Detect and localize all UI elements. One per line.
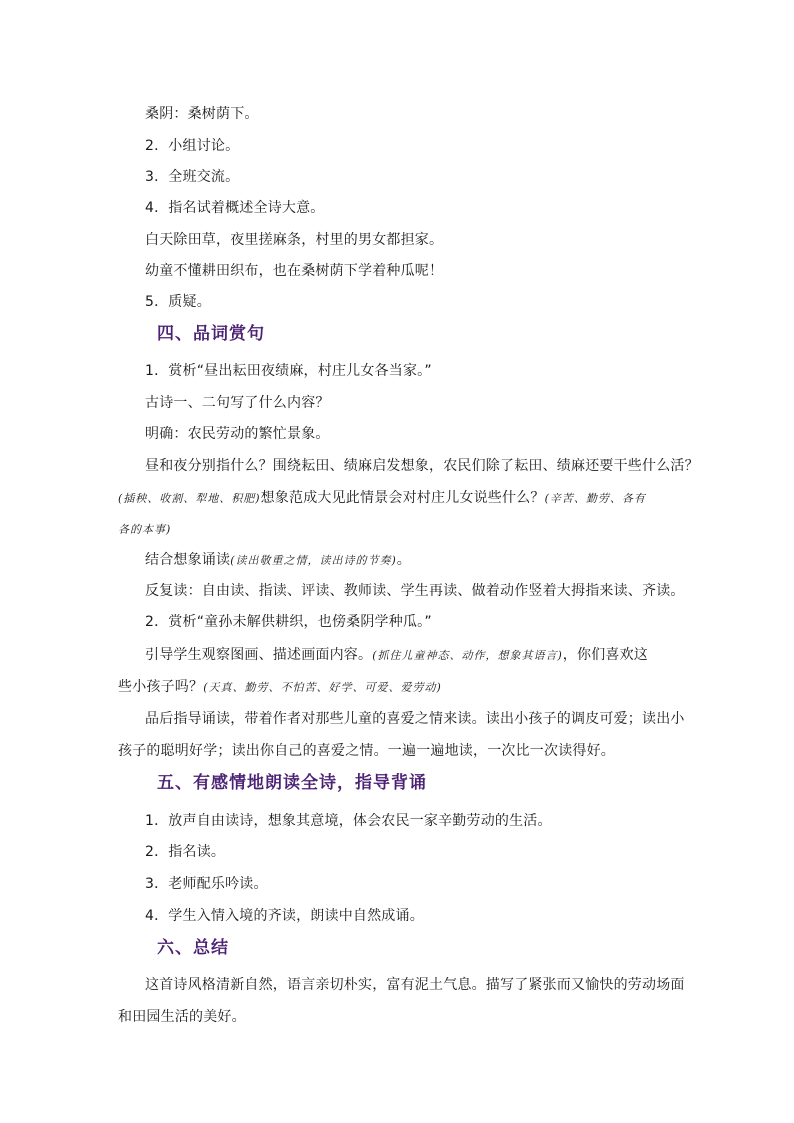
line-free-read: 1．放声自由读诗，想象其意境，体会农民一家辛勤劳动的生活。 [145, 813, 552, 829]
text-recite: 结合想象诵读 [145, 552, 231, 568]
paragraph-day-night: 昼和夜分别指什么？围绕耘田、绩麻启发想象，农民们除了耘田、绩麻还要干些什么活？ [145, 458, 699, 474]
paragraph-guide-cont [118, 677, 683, 698]
note-guide: (抓住儿童神态、动作，想象其语言) [372, 649, 563, 662]
paragraph-guide [145, 645, 710, 666]
text-children: 些小孩子吗？ [118, 679, 204, 695]
line-appreciate-1: 1．赏析“昼出耘田夜绩麻，村庄儿女各当家。” [145, 363, 432, 379]
line-summarize: 4．指名试着概述全诗大意。 [145, 200, 325, 216]
paragraph-recite-guide: 品后指导诵读，带着作者对那些儿童的喜爱之情来读。读出小孩子的调皮可爱；读出小 [145, 711, 685, 727]
line-group-discussion: 2．小组讨论。 [145, 138, 240, 154]
note-farm-work: (插秧、收割、犁地、积肥) [118, 492, 261, 505]
note-recite: (读出敬重之情，读出诗的节奏) [230, 554, 397, 567]
line-clarify: 明确：农民劳动的繁忙景象。 [145, 426, 330, 442]
paragraph-summary-cont: 和田园生活的美好。 [118, 1009, 246, 1025]
section-heading-4: 四、品词赏句 [157, 324, 265, 344]
note-skills: 各的本事) [118, 523, 172, 536]
line-name-read: 2．指名读。 [145, 844, 226, 860]
text-recite-end: 。 [396, 552, 411, 568]
note-qualities: (辛苦、勤劳、各有 [544, 492, 646, 505]
line-meaning-2: 幼童不懂耕田织布，也在桑树荫下学着种瓜呢！ [145, 263, 444, 279]
section-heading-6: 六、总结 [157, 938, 229, 958]
paragraph-day-night-cont [118, 488, 683, 509]
text-guide: 引导学生观察图画、描述画面内容。 [145, 647, 373, 663]
text-guide-end: ，你们喜欢这 [562, 647, 648, 663]
line-appreciate-2: 2．赏析“童孙未解供耕织，也傍桑阴学种瓜。” [145, 614, 432, 630]
section-heading-5: 五、有感情地朗读全诗，指导背诵 [157, 773, 427, 793]
line-meaning-1: 白天除田草，夜里搓麻条，村里的男女都担家。 [145, 232, 444, 248]
line-class-exchange: 3．全班交流。 [145, 169, 240, 185]
line-teacher-read: 3．老师配乐吟读。 [145, 876, 268, 892]
line-sangyin: 桑阴：桑树荫下。 [145, 106, 259, 122]
paragraph-day-night-end [118, 519, 683, 540]
text-imagine: 想象范成大见此情景会对村庄儿女说些什么？ [260, 490, 545, 506]
line-question-content: 古诗一、二句写了什么内容？ [145, 395, 330, 411]
line-chorus-read: 4．学生入情入境的齐读，朗读中自然成诵。 [145, 908, 424, 924]
line-question: 5．质疑。 [145, 294, 211, 310]
paragraph-recite-guide-cont: 孩子的聪明好学；读出你自己的喜爱之情。一遍一遍地读，一次比一次读得好。 [118, 743, 615, 759]
line-recite-imagine [145, 550, 710, 571]
paragraph-summary: 这首诗风格清新自然，语言亲切朴实，富有泥土气息。描写了紧张而又愉快的劳动场面 [145, 977, 685, 993]
note-children: (天真、勤劳、不怕苦、好学、可爱、爱劳动) [203, 681, 442, 694]
line-repeat-read: 反复读：自由读、指读、评读、教师读、学生再读、做着动作竖着大拇指来读、齐读。 [145, 583, 685, 599]
